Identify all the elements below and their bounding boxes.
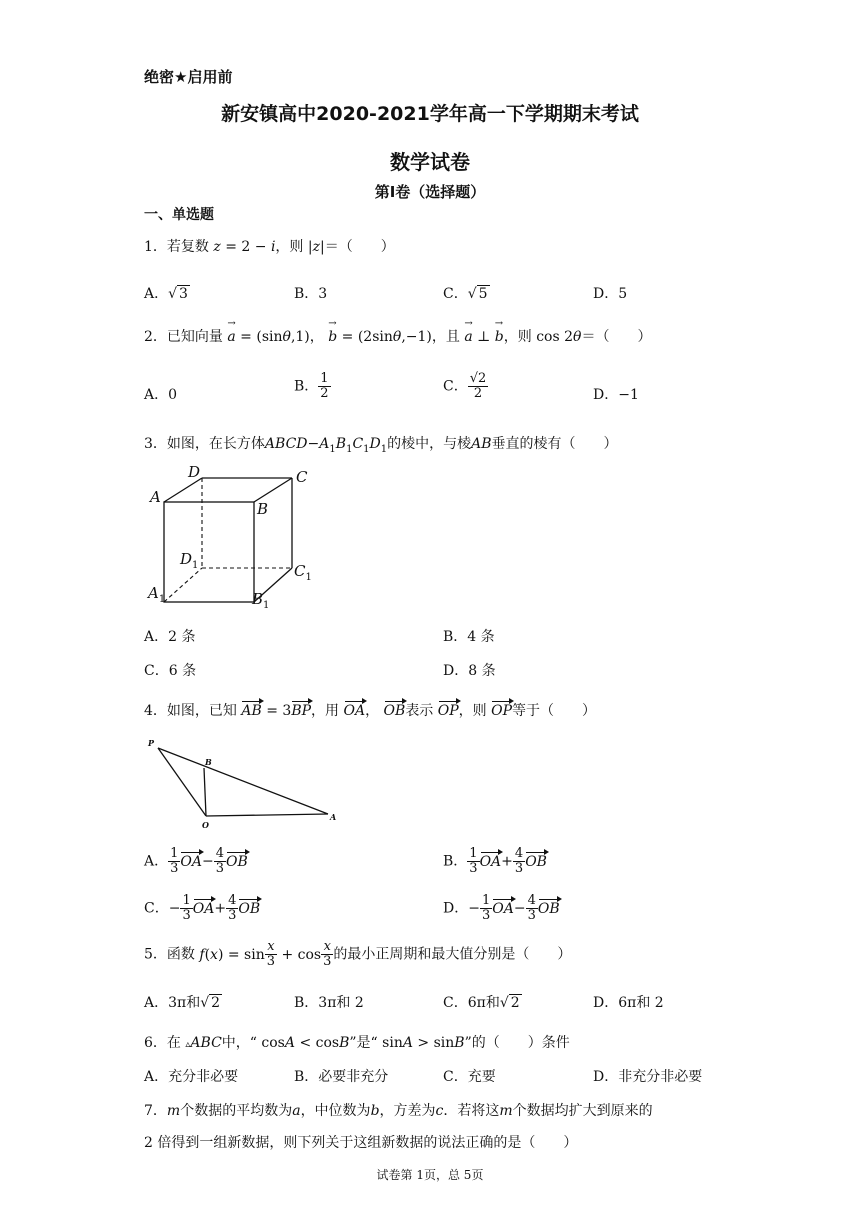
label-a-tri: A <box>330 812 337 822</box>
q5-option-a: A．3π和√ 2 <box>144 995 221 1011</box>
label-a1: $A_1$ <box>148 584 166 605</box>
page-footer: 试卷第 1页，总 5页 <box>376 1168 484 1182</box>
q2-option-b: B． $\frac{1}{2}$ <box>294 371 329 401</box>
exam-title: 新安镇高中2020-2021学年高一下学期期末考试 <box>221 103 639 125</box>
question-2: 2．已知向量 → a = (sinθ,1)， → b = (2sinθ,−1)，且 → a ⊥ → b，则 cos 2θ＝（ ） <box>144 326 651 346</box>
q5-function: f(x) = sin $\frac{x}{3}$ + cos $\frac{x}{3}$ <box>199 939 332 969</box>
q3-solid: $ABCD-A_1B_1C_1D_1$ <box>264 436 388 455</box>
label-c1: $C_1$ <box>294 562 312 583</box>
q1-option-c: C．√ 5 <box>443 286 488 302</box>
question-1 <box>144 236 395 256</box>
q1-number: 1． <box>144 239 167 255</box>
label-b-tri: B <box>205 757 212 767</box>
q4-vec-oa: OA <box>343 703 366 719</box>
triangle-figure <box>144 736 344 836</box>
q2-vector-b: → b = (2sinθ,−1) <box>328 329 432 345</box>
q4-option-b: B． $\frac{1}{3}$ OA+ $\frac{4}{3}$ OB <box>443 846 547 876</box>
q6-option-d: D．非充分非必要 <box>593 1069 703 1085</box>
q4-vec-ob: OB <box>383 703 406 719</box>
q5-option-d: D．6π和 2 <box>593 995 664 1011</box>
q2-cos: cos 2θ <box>536 329 582 345</box>
label-b1: $B_1$ <box>252 590 270 611</box>
label-o: O <box>202 820 209 830</box>
q4-vec-op-2: OP <box>491 703 513 719</box>
q4-vec-op: OP <box>437 703 459 719</box>
question-7-line-2: 2 倍得到一组新数据，则下列关于这组新数据的说法正确的是（ ） <box>144 1135 578 1151</box>
label-p: P <box>148 738 155 748</box>
confidential-mark: 绝密★启用前 <box>144 68 233 86</box>
q6-cond1: cosA < cosB <box>261 1035 350 1051</box>
q4-option-d: D．− $\frac{1}{3}$ OA− $\frac{4}{3}$ OB <box>443 893 560 923</box>
question-6: 6．在 ▵ABC中，“ cosA < cosB”是“ sinA > sinB”的（ ）条件 <box>144 1035 570 1051</box>
label-a: A <box>150 488 161 506</box>
q1-option-d: D．5 <box>593 286 628 302</box>
q1-option-a: A．√ 3 <box>144 286 188 302</box>
q6-option-a: A．充分非必要 <box>144 1069 239 1085</box>
q1-abs: |z| <box>307 239 325 255</box>
q1-text-c: ＝（ ） <box>324 239 395 255</box>
q4-option-a: A． $\frac{1}{3}$ OA− $\frac{4}{3}$ OB <box>144 846 248 876</box>
section-heading: 一、单选题 <box>144 207 214 223</box>
question-3: 3．如图，在长方体$ABCD-A_1B_1C_1D_1$的棱中，与棱AB垂直的棱有（ ） <box>144 436 618 455</box>
label-d1: $D_1$ <box>180 550 199 571</box>
q2-option-d: D．−1 <box>593 387 639 403</box>
q1-text-b: ，则 <box>275 239 304 255</box>
q5-option-b: B．3π和 2 <box>294 995 364 1011</box>
question-5: 5．函数 f(x) = sin $\frac{x}{3}$ + cos $\frac{x}{3}$ 的最小正周期和最大值分别是（ ） <box>144 939 572 969</box>
q5-option-c: C．6π和√ 2 <box>443 995 520 1011</box>
subject-title: 数学试卷 <box>390 150 470 174</box>
label-b: B <box>257 500 269 518</box>
label-d: D <box>188 463 201 481</box>
q2-perp: → a ⊥ → b <box>464 329 503 345</box>
q3-option-a: A．2 条 <box>144 629 196 645</box>
question-4: 4．如图，已知 AB = 3BP，用 OA， OB表示 OP，则 OP等于（ ） <box>144 703 597 719</box>
q6-triangle: ▵ABC <box>185 1035 222 1051</box>
q3-option-c: C．6 条 <box>144 663 197 679</box>
q1-text-a: 若复数 <box>166 239 209 255</box>
q4-relation: AB = 3BP <box>241 703 312 719</box>
q6-option-b: B．必要非充分 <box>294 1069 389 1085</box>
q6-option-c: C．充要 <box>443 1069 496 1085</box>
q6-cond2: sinA > sinB <box>382 1035 465 1051</box>
q2-option-c: C． $\frac{√2}{2}$ <box>443 371 487 401</box>
q4-option-c: C．− $\frac{1}{3}$ OA+ $\frac{4}{3}$ OB <box>144 893 261 923</box>
q3-option-d: D．8 条 <box>443 663 496 679</box>
cuboid-figure <box>144 462 324 612</box>
question-7-line-1: 7．m个数据的平均数为a，中位数为b，方差为c．若将这m个数据均扩大到原来的 <box>144 1103 653 1119</box>
label-c: C <box>296 468 308 486</box>
q1-formula: z = 2 − i <box>213 239 276 255</box>
q1-option-b: B．3 <box>294 286 328 302</box>
q2-vector-a: → a = (sinθ,1) <box>227 329 309 345</box>
q2-option-a: A．0 <box>144 387 178 403</box>
q3-option-b: B．4 条 <box>443 629 495 645</box>
volume-title: 第I卷（选择题） <box>374 183 486 201</box>
